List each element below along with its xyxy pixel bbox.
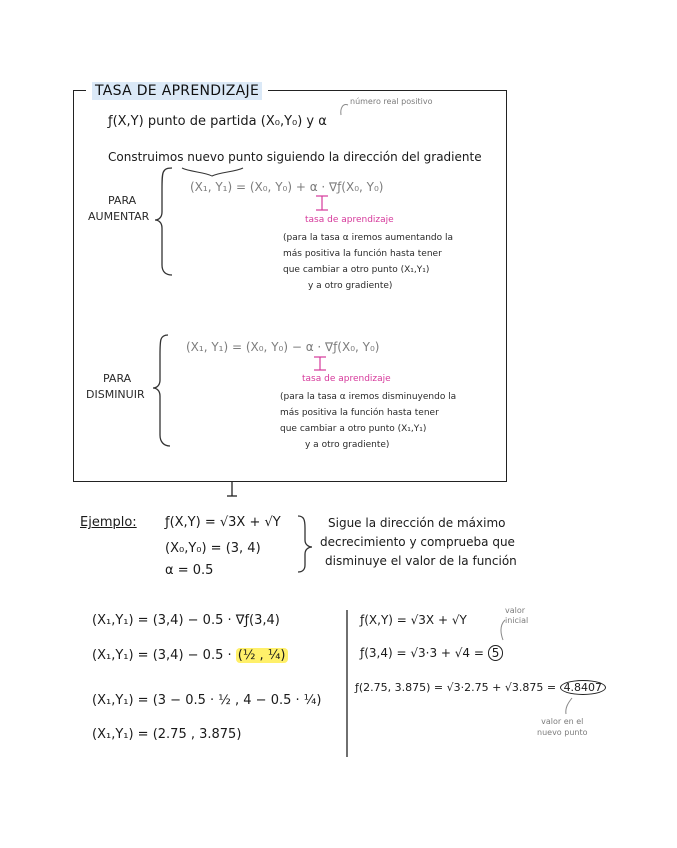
new-value-arrow bbox=[566, 698, 572, 714]
alpha-note-arrow bbox=[341, 105, 348, 115]
new-note-2: nuevo punto bbox=[537, 728, 588, 737]
example-note-2: decrecimiento y comprueba que bbox=[320, 535, 515, 549]
initial-value-arrow bbox=[501, 620, 505, 640]
check-initial-expr: ƒ(3,4) = √3·3 + √4 = bbox=[360, 646, 488, 660]
example-start-point: (X₀,Y₀) = (3, 4) bbox=[165, 541, 261, 556]
initial-value: 5 bbox=[488, 645, 504, 661]
section-title: TASA DE APRENDIZAJE bbox=[92, 82, 262, 100]
example-function: ƒ(X,Y) = √3X + √Y bbox=[165, 515, 281, 530]
check-function: ƒ(X,Y) = √3X + √Y bbox=[360, 613, 467, 627]
step-line-4: (X₁,Y₁) = (2.75 , 3.875) bbox=[92, 727, 242, 742]
decrease-formula: (X₁, Y₁) = (X₀, Y₀) − α · ∇ƒ(X₀, Y₀) bbox=[186, 340, 380, 354]
decrease-label-2: DISMINUIR bbox=[86, 388, 145, 401]
increase-brace bbox=[155, 168, 172, 275]
increase-expl-3: que cambiar a otro punto (X₁,Y₁) bbox=[283, 265, 430, 275]
decrease-expl-3: que cambiar a otro punto (X₁,Y₁) bbox=[280, 424, 427, 434]
increase-rate-label: tasa de aprendizaje bbox=[305, 215, 394, 225]
increase-label-1: PARA bbox=[108, 194, 137, 207]
start-line: ƒ(X,Y) punto de partida (X₀,Y₀) y α bbox=[108, 114, 327, 129]
example-label: Ejemplo: bbox=[80, 515, 137, 530]
decrease-label-1: PARA bbox=[103, 372, 132, 385]
increase-expl-1: (para la tasa α iremos aumentando la bbox=[283, 233, 454, 243]
increase-label-2: AUMENTAR bbox=[88, 210, 150, 223]
construct-line: Construimos nuevo punto siguiendo la dirección del gradiente bbox=[108, 150, 482, 164]
initial-note-2: inicial bbox=[505, 616, 529, 625]
decrease-expl-1: (para la tasa α iremos disminuyendo la bbox=[280, 392, 457, 402]
example-alpha: α = 0.5 bbox=[165, 563, 214, 578]
decrease-expl-4: y a otro gradiente) bbox=[305, 440, 390, 450]
example-note-1: Sigue la dirección de máximo bbox=[328, 516, 506, 530]
initial-note-1: valor bbox=[505, 606, 526, 615]
alpha-note: número real positivo bbox=[350, 97, 433, 106]
increase-expl-4: y a otro gradiente) bbox=[308, 281, 393, 291]
check-new-expr: ƒ(2.75, 3.875) = √3·2.75 + √3.875 = bbox=[355, 681, 560, 694]
step-line-3: (X₁,Y₁) = (3 − 0.5 · ½ , 4 − 0.5 · ¼) bbox=[92, 693, 322, 708]
example-note-3: disminuye el valor de la función bbox=[325, 554, 517, 568]
step-line-2-gradient: (½ , ¼) bbox=[237, 648, 286, 663]
increase-expl-2: más positiva la función hasta tener bbox=[283, 249, 442, 259]
step-line-2-prefix: (X₁,Y₁) = (3,4) − 0.5 · bbox=[92, 648, 236, 663]
increase-formula: (X₁, Y₁) = (X₀, Y₀) + α · ∇ƒ(X₀, Y₀) bbox=[190, 180, 384, 194]
new-point-brace bbox=[182, 168, 243, 176]
decrease-brace bbox=[153, 335, 170, 446]
step-line-1: (X₁,Y₁) = (3,4) − 0.5 · ∇ƒ(3,4) bbox=[92, 613, 280, 628]
decrease-rate-label: tasa de aprendizaje bbox=[302, 374, 391, 384]
new-value: 4.8407 bbox=[560, 680, 607, 695]
example-brace bbox=[298, 516, 312, 572]
new-note-1: valor en el bbox=[541, 717, 584, 726]
decrease-expl-2: más positiva la función hasta tener bbox=[280, 408, 439, 418]
